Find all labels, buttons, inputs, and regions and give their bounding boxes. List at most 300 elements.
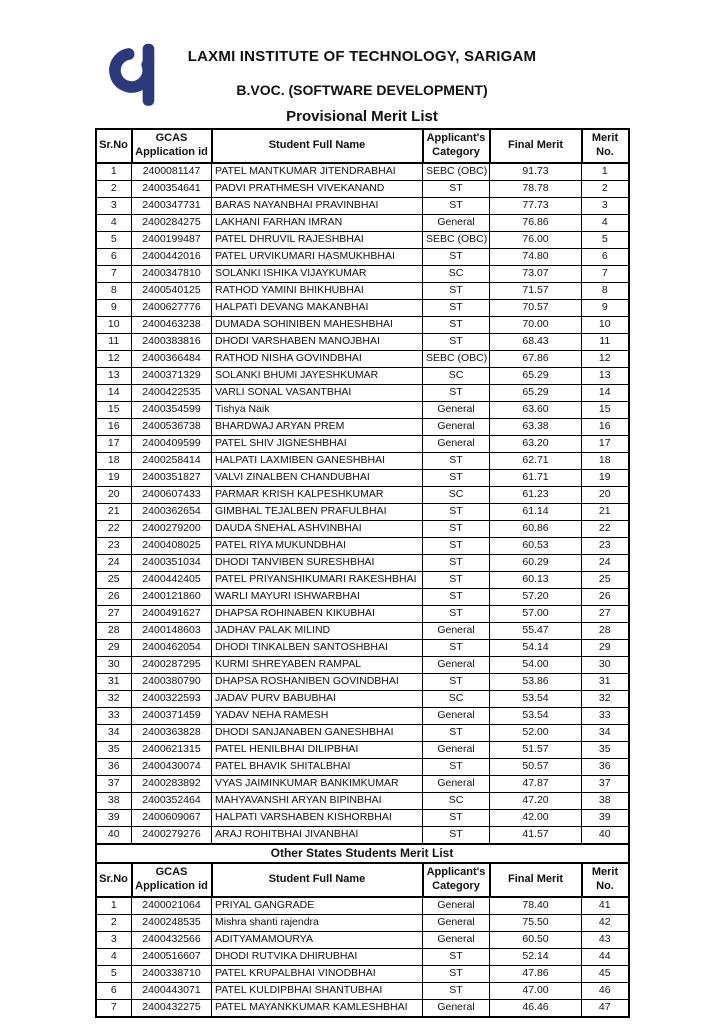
table-row <box>96 826 629 844</box>
category-cell: ST <box>423 554 490 571</box>
sr-no-cell: 1 <box>96 163 132 181</box>
student-name-cell: HALPATI LAXMIBEN GANESHBHAI <box>212 452 423 469</box>
final-merit-cell: 60.53 <box>490 537 582 554</box>
merit-no-cell: 8 <box>582 282 629 299</box>
final-merit-cell: 65.29 <box>490 367 582 384</box>
other-states-section <box>96 844 629 864</box>
merit-no-cell: 16 <box>582 418 629 435</box>
institute-logo <box>108 36 164 108</box>
merit-no-cell: 1 <box>582 163 629 181</box>
table-row <box>96 503 629 520</box>
final-merit-cell: 63.60 <box>490 401 582 418</box>
application-id-cell: 2400409599 <box>132 435 212 452</box>
sr-no-cell: 8 <box>96 282 132 299</box>
student-name-cell: LAKHANI FARHAN IMRAN <box>212 214 423 231</box>
category-cell: General <box>423 622 490 639</box>
merit-no-cell: 18 <box>582 452 629 469</box>
application-id-cell: 2400443071 <box>132 982 212 999</box>
final-merit-cell: 47.87 <box>490 775 582 792</box>
merit-no-cell: 37 <box>582 775 629 792</box>
category-cell: ST <box>423 452 490 469</box>
merit-no-cell: 12 <box>582 350 629 367</box>
header-row <box>96 863 629 897</box>
sr-no-cell: 12 <box>96 350 132 367</box>
merit-no-cell: 15 <box>582 401 629 418</box>
table-row <box>96 435 629 452</box>
student-name-cell: Mishra shanti rajendra <box>212 914 423 931</box>
sr-no-cell: 11 <box>96 333 132 350</box>
logo-stem-shape <box>143 44 155 106</box>
table-row <box>96 914 629 931</box>
student-name-cell: DHODI TANVIBEN SURESHBHAI <box>212 554 423 571</box>
sr-no-cell: 28 <box>96 622 132 639</box>
student-name-cell: PATEL SHIV JIGNESHBHAI <box>212 435 423 452</box>
application-id-cell: 2400609067 <box>132 809 212 826</box>
application-id-cell: 2400121860 <box>132 588 212 605</box>
sr-no-cell: 32 <box>96 690 132 707</box>
table-row <box>96 418 629 435</box>
merit-no-cell: 43 <box>582 931 629 948</box>
application-id-cell: 2400352464 <box>132 792 212 809</box>
application-id-cell: 2400408025 <box>132 537 212 554</box>
category-cell: SC <box>423 792 490 809</box>
student-name-cell: PATEL KULDIPBHAI SHANTUBHAI <box>212 982 423 999</box>
table-row <box>96 316 629 333</box>
final-merit-cell: 75.50 <box>490 914 582 931</box>
final-merit-cell: 78.78 <box>490 180 582 197</box>
final-merit-cell: 68.43 <box>490 333 582 350</box>
application-id-cell: 2400279276 <box>132 826 212 844</box>
column-header-application-id: GCAS Application id <box>132 863 212 897</box>
category-cell: ST <box>423 605 490 622</box>
category-cell: ST <box>423 282 490 299</box>
sr-no-cell: 33 <box>96 707 132 724</box>
merit-no-cell: 19 <box>582 469 629 486</box>
student-name-cell: DHODI SANJANABEN GANESHBHAI <box>212 724 423 741</box>
student-name-cell: PATEL RIYA MUKUNDBHAI <box>212 537 423 554</box>
application-id-cell: 2400199487 <box>132 231 212 248</box>
category-cell: ST <box>423 724 490 741</box>
application-id-cell: 2400536738 <box>132 418 212 435</box>
application-id-cell: 2400338710 <box>132 965 212 982</box>
column-header-category: Applicant's Category <box>423 129 490 163</box>
category-cell: ST <box>423 571 490 588</box>
table-row <box>96 469 629 486</box>
student-name-cell: JADAV PURV BABUBHAI <box>212 690 423 707</box>
final-merit-cell: 91.73 <box>490 163 582 181</box>
column-header-student-name: Student Full Name <box>212 129 423 163</box>
merit-no-cell: 36 <box>582 758 629 775</box>
student-name-cell: YADAV NEHA RAMESH <box>212 707 423 724</box>
sr-no-cell: 35 <box>96 741 132 758</box>
application-id-cell: 2400621315 <box>132 741 212 758</box>
sr-no-cell: 26 <box>96 588 132 605</box>
student-name-cell: DAUDA SNEHAL ASHVINBHAI <box>212 520 423 537</box>
table-row <box>96 965 629 982</box>
student-name-cell: KURMI SHREYABEN RAMPAL <box>212 656 423 673</box>
table-row <box>96 486 629 503</box>
final-merit-cell: 57.00 <box>490 605 582 622</box>
merit-no-cell: 41 <box>582 897 629 915</box>
application-id-cell: 2400462054 <box>132 639 212 656</box>
sr-no-cell: 7 <box>96 265 132 282</box>
table-row <box>96 758 629 775</box>
sr-no-cell: 14 <box>96 384 132 401</box>
sr-no-cell: 2 <box>96 180 132 197</box>
final-merit-cell: 70.00 <box>490 316 582 333</box>
table-row <box>96 231 629 248</box>
application-id-cell: 2400021064 <box>132 897 212 915</box>
student-name-cell: HALPATI DEVANG MAKANBHAI <box>212 299 423 316</box>
sr-no-cell: 36 <box>96 758 132 775</box>
table-row <box>96 741 629 758</box>
application-id-cell: 2400279200 <box>132 520 212 537</box>
final-merit-cell: 53.86 <box>490 673 582 690</box>
application-id-cell: 2400463238 <box>132 316 212 333</box>
merit-no-cell: 27 <box>582 605 629 622</box>
merit-no-cell: 33 <box>582 707 629 724</box>
table-row <box>96 775 629 792</box>
application-id-cell: 2400148603 <box>132 622 212 639</box>
merit-no-cell: 11 <box>582 333 629 350</box>
sr-no-cell: 3 <box>96 197 132 214</box>
final-merit-cell: 53.54 <box>490 707 582 724</box>
category-cell: ST <box>423 809 490 826</box>
sr-no-cell: 21 <box>96 503 132 520</box>
category-cell: ST <box>423 965 490 982</box>
column-header-sr-no: Sr.No <box>96 129 132 163</box>
student-name-cell: MAHYAVANSHI ARYAN BIPINBHAI <box>212 792 423 809</box>
application-id-cell: 2400347810 <box>132 265 212 282</box>
final-merit-cell: 53.54 <box>490 690 582 707</box>
category-cell: ST <box>423 537 490 554</box>
merit-no-cell: 7 <box>582 265 629 282</box>
merit-no-cell: 21 <box>582 503 629 520</box>
table-row <box>96 982 629 999</box>
application-id-cell: 2400442405 <box>132 571 212 588</box>
merit-no-cell: 5 <box>582 231 629 248</box>
merit-no-cell: 20 <box>582 486 629 503</box>
merit-no-cell: 39 <box>582 809 629 826</box>
column-header-merit-no: Merit No. <box>582 129 629 163</box>
application-id-cell: 2400366484 <box>132 350 212 367</box>
sr-no-cell: 3 <box>96 931 132 948</box>
sr-no-cell: 27 <box>96 605 132 622</box>
sr-no-cell: 25 <box>96 571 132 588</box>
merit-no-cell: 2 <box>582 180 629 197</box>
table-row <box>96 180 629 197</box>
application-id-cell: 2400371329 <box>132 367 212 384</box>
table-row <box>96 622 629 639</box>
merit-no-cell: 25 <box>582 571 629 588</box>
merit-no-cell: 4 <box>582 214 629 231</box>
sr-no-cell: 5 <box>96 231 132 248</box>
final-merit-cell: 76.86 <box>490 214 582 231</box>
application-id-cell: 2400081147 <box>132 163 212 181</box>
category-cell: General <box>423 707 490 724</box>
sr-no-cell: 6 <box>96 982 132 999</box>
sr-no-cell: 15 <box>96 401 132 418</box>
student-name-cell: PATEL KRUPALBHAI VINODBHAI <box>212 965 423 982</box>
category-cell: SEBC (OBC) <box>423 163 490 181</box>
sr-no-cell: 16 <box>96 418 132 435</box>
student-name-cell: GIMBHAL TEJALBEN PRAFULBHAI <box>212 503 423 520</box>
institute-title: LAXMI INSTITUTE OF TECHNOLOGY, SARIGAM <box>187 48 537 65</box>
other-states-title: Other States Students Merit List <box>96 844 629 864</box>
student-name-cell: DHODI TINKALBEN SANTOSHBHAI <box>212 639 423 656</box>
category-cell: SEBC (OBC) <box>423 350 490 367</box>
final-merit-cell: 52.00 <box>490 724 582 741</box>
final-merit-cell: 54.00 <box>490 656 582 673</box>
sr-no-cell: 4 <box>96 948 132 965</box>
application-id-cell: 2400258414 <box>132 452 212 469</box>
final-merit-cell: 60.13 <box>490 571 582 588</box>
category-cell: SEBC (OBC) <box>423 231 490 248</box>
category-cell: SC <box>423 690 490 707</box>
final-merit-cell: 70.57 <box>490 299 582 316</box>
application-id-cell: 2400383816 <box>132 333 212 350</box>
student-name-cell: DHAPSA ROSHANIBEN GOVINDBHAI <box>212 673 423 690</box>
student-name-cell: Tishya Naik <box>212 401 423 418</box>
final-merit-cell: 47.86 <box>490 965 582 982</box>
table-row <box>96 809 629 826</box>
merit-no-cell: 44 <box>582 948 629 965</box>
table-row <box>96 367 629 384</box>
merit-no-cell: 34 <box>582 724 629 741</box>
application-id-cell: 2400430074 <box>132 758 212 775</box>
table-row <box>96 792 629 809</box>
sr-no-cell: 17 <box>96 435 132 452</box>
category-cell: ST <box>423 333 490 350</box>
student-name-cell: PADVI PRATHMESH VIVEKANAND <box>212 180 423 197</box>
table-row <box>96 520 629 537</box>
merit-no-cell: 29 <box>582 639 629 656</box>
table-row <box>96 452 629 469</box>
table-row <box>96 537 629 554</box>
final-merit-cell: 74.80 <box>490 248 582 265</box>
category-cell: General <box>423 418 490 435</box>
student-name-cell: PATEL DHRUVIL RAJESHBHAI <box>212 231 423 248</box>
sr-no-cell: 13 <box>96 367 132 384</box>
merit-no-cell: 46 <box>582 982 629 999</box>
final-merit-cell: 71.57 <box>490 282 582 299</box>
student-name-cell: DUMADA SOHINIBEN MAHESHBHAI <box>212 316 423 333</box>
final-merit-cell: 47.00 <box>490 982 582 999</box>
merit-list-body <box>96 163 629 844</box>
sr-no-cell: 18 <box>96 452 132 469</box>
final-merit-cell: 77.73 <box>490 197 582 214</box>
column-header-category: Applicant's Category <box>423 863 490 897</box>
category-cell: ST <box>423 520 490 537</box>
merit-no-cell: 9 <box>582 299 629 316</box>
application-id-cell: 2400627776 <box>132 299 212 316</box>
merit-no-cell: 42 <box>582 914 629 931</box>
sr-no-cell: 1 <box>96 897 132 915</box>
sr-no-cell: 34 <box>96 724 132 741</box>
category-cell: General <box>423 741 490 758</box>
final-merit-cell: 63.38 <box>490 418 582 435</box>
student-name-cell: VARLI SONAL VASANTBHAI <box>212 384 423 401</box>
category-cell: ST <box>423 673 490 690</box>
final-merit-cell: 76.00 <box>490 231 582 248</box>
column-header-student-name: Student Full Name <box>212 863 423 897</box>
final-merit-cell: 78.40 <box>490 897 582 915</box>
student-name-cell: PATEL BHAVIK SHITALBHAI <box>212 758 423 775</box>
category-cell: ST <box>423 982 490 999</box>
merit-no-cell: 22 <box>582 520 629 537</box>
header-row <box>96 129 629 163</box>
table-row <box>96 639 629 656</box>
table-row <box>96 401 629 418</box>
category-cell: ST <box>423 469 490 486</box>
application-id-cell: 2400516607 <box>132 948 212 965</box>
application-id-cell: 2400354641 <box>132 180 212 197</box>
sr-no-cell: 6 <box>96 248 132 265</box>
category-cell: ST <box>423 248 490 265</box>
merit-no-cell: 23 <box>582 537 629 554</box>
sr-no-cell: 4 <box>96 214 132 231</box>
student-name-cell: HALPATI VARSHABEN KISHORBHAI <box>212 809 423 826</box>
merit-no-cell: 35 <box>582 741 629 758</box>
table-row <box>96 265 629 282</box>
student-name-cell: RATHOD NISHA GOVINDBHAI <box>212 350 423 367</box>
merit-no-cell: 47 <box>582 999 629 1017</box>
sr-no-cell: 23 <box>96 537 132 554</box>
merit-no-cell: 26 <box>582 588 629 605</box>
table-row <box>96 197 629 214</box>
application-id-cell: 2400432275 <box>132 999 212 1017</box>
application-id-cell: 2400284275 <box>132 214 212 231</box>
sr-no-cell: 7 <box>96 999 132 1017</box>
category-cell: General <box>423 931 490 948</box>
application-id-cell: 2400491627 <box>132 605 212 622</box>
student-name-cell: JADHAV PALAK MILIND <box>212 622 423 639</box>
sr-no-cell: 9 <box>96 299 132 316</box>
table-row <box>96 707 629 724</box>
student-name-cell: SOLANKI ISHIKA VIJAYKUMAR <box>212 265 423 282</box>
merit-no-cell: 14 <box>582 384 629 401</box>
student-name-cell: BARAS NAYANBHAI PRAVINBHAI <box>212 197 423 214</box>
final-merit-cell: 62.71 <box>490 452 582 469</box>
student-name-cell: ADITYAMAMOURYA <box>212 931 423 948</box>
column-header-final-merit: Final Merit <box>490 129 582 163</box>
table-row <box>96 588 629 605</box>
section-header-row <box>96 844 629 864</box>
application-id-cell: 2400432566 <box>132 931 212 948</box>
application-id-cell: 2400347731 <box>132 197 212 214</box>
program-title: B.VOC. (SOFTWARE DEVELOPMENT) <box>236 82 488 98</box>
merit-list-table <box>95 128 630 1018</box>
application-id-cell: 2400422535 <box>132 384 212 401</box>
final-merit-cell: 67.86 <box>490 350 582 367</box>
final-merit-cell: 73.07 <box>490 265 582 282</box>
category-cell: General <box>423 656 490 673</box>
sr-no-cell: 24 <box>96 554 132 571</box>
table-row <box>96 571 629 588</box>
category-cell: ST <box>423 503 490 520</box>
merit-no-cell: 38 <box>582 792 629 809</box>
application-id-cell: 2400354599 <box>132 401 212 418</box>
category-cell: ST <box>423 948 490 965</box>
table-row <box>96 999 629 1017</box>
application-id-cell: 2400363828 <box>132 724 212 741</box>
merit-no-cell: 17 <box>582 435 629 452</box>
table-row <box>96 605 629 622</box>
student-name-cell: ARAJ ROHITBHAI JIVANBHAI <box>212 826 423 844</box>
application-id-cell: 2400248535 <box>132 914 212 931</box>
final-merit-cell: 61.71 <box>490 469 582 486</box>
table-row <box>96 384 629 401</box>
category-cell: ST <box>423 384 490 401</box>
merit-no-cell: 13 <box>582 367 629 384</box>
merit-no-cell: 10 <box>582 316 629 333</box>
student-name-cell: SOLANKI BHUMI JAYESHKUMAR <box>212 367 423 384</box>
student-name-cell: PATEL MANTKUMAR JITENDRABHAI <box>212 163 423 181</box>
student-name-cell: BHARDWAJ ARYAN PREM <box>212 418 423 435</box>
category-cell: SC <box>423 367 490 384</box>
other-states-body <box>96 897 629 1017</box>
student-name-cell: DHODI RUTVIKA DHIRUBHAI <box>212 948 423 965</box>
sr-no-cell: 31 <box>96 673 132 690</box>
merit-no-cell: 32 <box>582 690 629 707</box>
merit-no-cell: 24 <box>582 554 629 571</box>
sr-no-cell: 22 <box>96 520 132 537</box>
list-title: Provisional Merit List <box>286 108 438 125</box>
merit-no-cell: 6 <box>582 248 629 265</box>
category-cell: ST <box>423 197 490 214</box>
student-name-cell: VYAS JAIMINKUMAR BANKIMKUMAR <box>212 775 423 792</box>
sr-no-cell: 37 <box>96 775 132 792</box>
final-merit-cell: 60.50 <box>490 931 582 948</box>
category-cell: General <box>423 897 490 915</box>
table-row <box>96 656 629 673</box>
student-name-cell: PATEL MAYANKKUMAR KAMLESHBHAI <box>212 999 423 1017</box>
category-cell: ST <box>423 826 490 844</box>
application-id-cell: 2400351034 <box>132 554 212 571</box>
final-merit-cell: 61.23 <box>490 486 582 503</box>
category-cell: General <box>423 775 490 792</box>
student-name-cell: PATEL HENILBHAI DILIPBHAI <box>212 741 423 758</box>
final-merit-cell: 61.14 <box>490 503 582 520</box>
table-row <box>96 724 629 741</box>
sr-no-cell: 19 <box>96 469 132 486</box>
table-row <box>96 897 629 915</box>
application-id-cell: 2400287295 <box>132 656 212 673</box>
final-merit-cell: 60.86 <box>490 520 582 537</box>
category-cell: General <box>423 401 490 418</box>
category-cell: ST <box>423 758 490 775</box>
final-merit-cell: 46.46 <box>490 999 582 1017</box>
student-name-cell: WARLI MAYURI ISHWARBHAI <box>212 588 423 605</box>
category-cell: ST <box>423 299 490 316</box>
column-header-final-merit: Final Merit <box>490 863 582 897</box>
table-row <box>96 554 629 571</box>
final-merit-cell: 50.57 <box>490 758 582 775</box>
category-cell: General <box>423 214 490 231</box>
sr-no-cell: 5 <box>96 965 132 982</box>
student-name-cell: VALVI ZINALBEN CHANDUBHAI <box>212 469 423 486</box>
final-merit-cell: 55.47 <box>490 622 582 639</box>
final-merit-cell: 47.20 <box>490 792 582 809</box>
application-id-cell: 2400362654 <box>132 503 212 520</box>
merit-no-cell: 40 <box>582 826 629 844</box>
sr-no-cell: 29 <box>96 639 132 656</box>
category-cell: ST <box>423 180 490 197</box>
category-cell: SC <box>423 486 490 503</box>
final-merit-cell: 54.14 <box>490 639 582 656</box>
sr-no-cell: 2 <box>96 914 132 931</box>
student-name-cell: DHAPSA ROHINABEN KIKUBHAI <box>212 605 423 622</box>
